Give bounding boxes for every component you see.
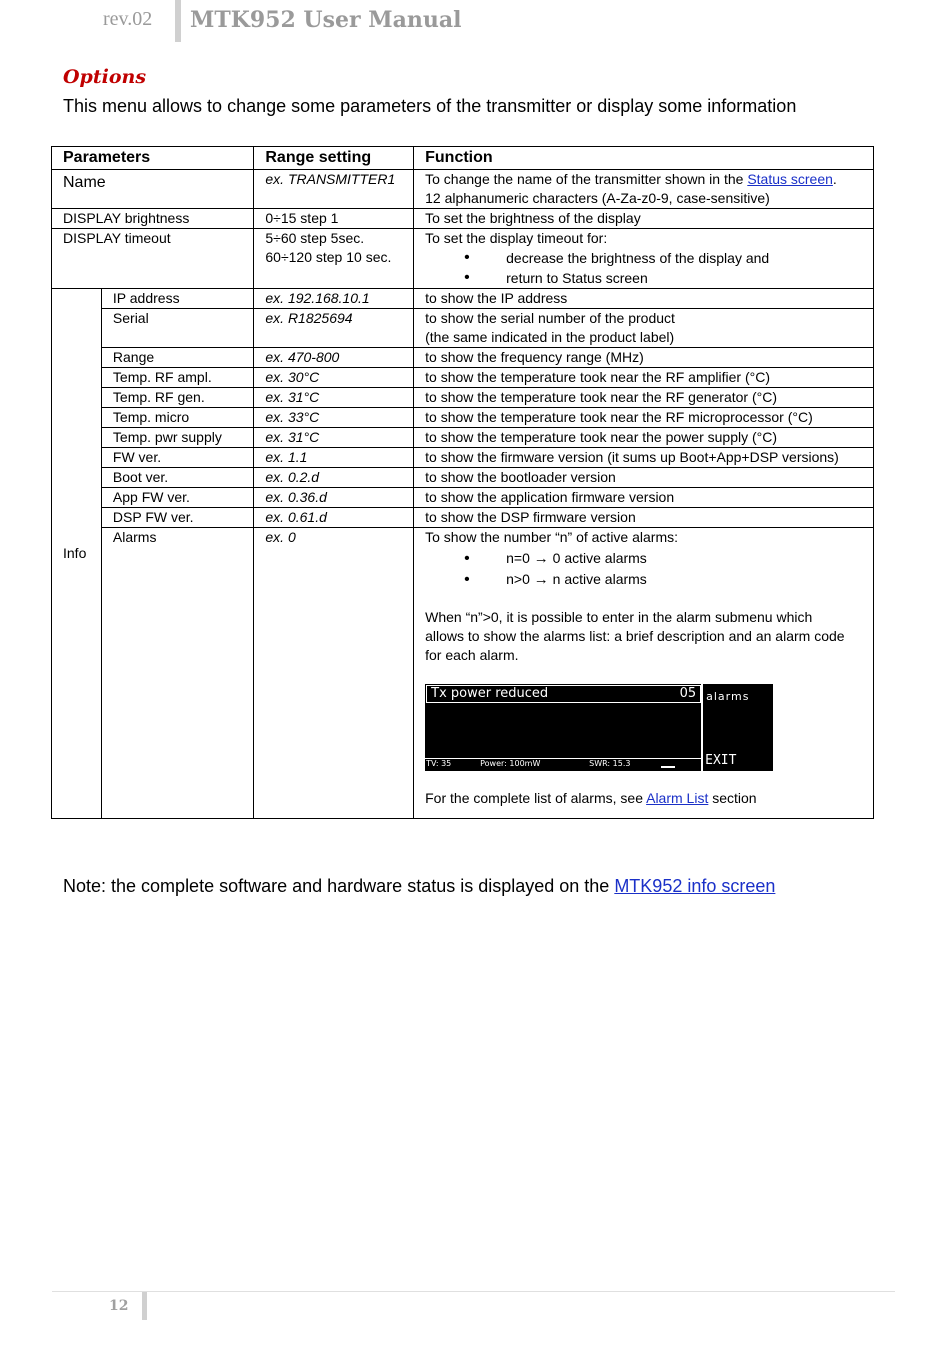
function-timeout xyxy=(414,229,874,289)
alarm-list-link[interactable]: Alarm List xyxy=(646,790,709,806)
range-cell: ex. 0.2.d xyxy=(254,468,414,488)
function-text: To show the number “n” of active alarms: xyxy=(425,529,679,545)
function-cell: to show the temperature took near the power supply (°C) xyxy=(414,428,874,448)
table-row xyxy=(52,428,874,448)
range-cell: ex. 0.61.d xyxy=(254,508,414,528)
info-group-label: Info xyxy=(52,289,102,819)
signal-icon xyxy=(661,760,675,768)
table-row xyxy=(52,170,874,209)
lcd-alarm-code: 05 xyxy=(679,686,697,701)
range-alarms: ex. 0 xyxy=(254,528,414,819)
manual-title: MTK952 User Manual xyxy=(190,7,462,33)
table-row xyxy=(52,348,874,368)
note-prefix: Note: the complete software and hardware status is displayed on the xyxy=(63,876,615,896)
function-brightness: To set the brightness of the display xyxy=(414,209,874,229)
function-name xyxy=(414,170,874,209)
function-text: For the complete list of alarms, see xyxy=(425,790,647,806)
range-cell: ex. 470-800 xyxy=(254,348,414,368)
table-row xyxy=(52,388,874,408)
range-cell: ex. 33°C xyxy=(254,408,414,428)
param-cell: App FW ver. xyxy=(101,488,253,508)
lcd-power-value: Power: 100mW xyxy=(480,759,541,768)
param-brightness: DISPLAY brightness xyxy=(52,209,254,229)
bullet-text: n>0 xyxy=(506,571,530,587)
section-intro: This menu allows to change some parameters of the transmitter or display some information xyxy=(63,96,797,116)
info-screen-link[interactable]: MTK952 info screen xyxy=(614,876,776,896)
table-row xyxy=(52,448,874,468)
function-cell: to show the firmware version (it sums up Boot+App+DSP versions) xyxy=(414,448,874,468)
status-screen-link[interactable]: Status screen xyxy=(747,171,833,187)
lcd-tv-value: TV: 35 xyxy=(426,759,452,768)
header-function: Function xyxy=(414,147,874,170)
param-cell: DSP FW ver. xyxy=(101,508,253,528)
param-timeout: DISPLAY timeout xyxy=(52,229,254,289)
range-cell: ex. 31°C xyxy=(254,388,414,408)
footer-bar xyxy=(142,1292,147,1320)
function-text: 12 alphanumeric characters (A-Za-z0-9, case-sensitive) xyxy=(425,190,770,206)
function-cell: to show the temperature took near the RF generator (°C) xyxy=(414,388,874,408)
header-range: Range setting xyxy=(254,147,414,170)
range-cell: ex. 0.36.d xyxy=(254,488,414,508)
table-row xyxy=(52,528,874,819)
function-text: To change the name of the transmitter shown in the xyxy=(425,171,748,187)
param-cell: Serial xyxy=(101,309,253,348)
lcd-alarm-message: Tx power reduced xyxy=(431,686,549,701)
table-row xyxy=(52,309,874,348)
param-cell: FW ver. xyxy=(101,448,253,468)
param-cell: Boot ver. xyxy=(101,468,253,488)
alarms-paragraph: When “n”>0, it is possible to enter in the alarm submenu which allows to show the alarms list: a brief description and an alarm code for each alarm. xyxy=(425,609,845,663)
lcd-alarm-screen xyxy=(425,684,773,771)
lcd-alarm-box xyxy=(426,685,701,703)
range-name: ex. TRANSMITTER1 xyxy=(254,170,414,209)
param-cell: IP address xyxy=(101,289,253,309)
note-text xyxy=(63,876,775,897)
bullet-text: n active alarms xyxy=(552,571,647,587)
arrow-right-icon: → xyxy=(533,550,549,567)
function-cell: to show the temperature took near the RF amplifier (°C) xyxy=(414,368,874,388)
function-cell: to show the frequency range (MHz) xyxy=(414,348,874,368)
param-cell: Temp. RF ampl. xyxy=(101,368,253,388)
param-cell: Temp. RF gen. xyxy=(101,388,253,408)
list-item xyxy=(425,548,873,569)
alarms-bullet-list xyxy=(425,548,873,590)
param-cell: Temp. pwr supply xyxy=(101,428,253,448)
header-divider xyxy=(175,0,181,42)
list-item: • return to Status screen xyxy=(425,268,873,288)
lcd-side-label: alarms xyxy=(706,690,750,703)
range-timeout xyxy=(254,229,414,289)
table-row xyxy=(52,488,874,508)
function-cell: to show the IP address xyxy=(414,289,874,309)
param-name: Name xyxy=(52,170,254,209)
table-header-row xyxy=(52,147,874,170)
lcd-status-divider xyxy=(425,758,701,759)
param-alarms: Alarms xyxy=(101,528,253,819)
param-cell: Range xyxy=(101,348,253,368)
lcd-swr-value: SWR: 15.3 xyxy=(589,759,631,768)
function-text: To set the display timeout for: xyxy=(425,230,608,246)
table-row xyxy=(52,408,874,428)
options-table xyxy=(51,146,874,819)
range-cell: ex. 1.1 xyxy=(254,448,414,468)
function-alarms xyxy=(414,528,874,819)
function-cell: to show the bootloader version xyxy=(414,468,874,488)
page-number: 12 xyxy=(109,1298,129,1314)
param-cell: Temp. micro xyxy=(101,408,253,428)
table-row xyxy=(52,468,874,488)
list-item: • decrease the brightness of the display and xyxy=(425,248,873,268)
function-text: (the same indicated in the product label) xyxy=(425,329,675,345)
function-text: . xyxy=(832,171,837,187)
arrow-right-icon: → xyxy=(533,571,549,588)
function-text: to show the serial number of the product xyxy=(425,310,675,326)
function-cell: to show the DSP firmware version xyxy=(414,508,874,528)
table-row xyxy=(52,209,874,229)
range-cell: ex. 192.168.10.1 xyxy=(254,289,414,309)
table-row xyxy=(52,289,874,309)
header-parameters: Parameters xyxy=(52,147,254,170)
revision-label: rev.02 xyxy=(103,8,153,30)
bullet-text: n=0 xyxy=(506,550,530,566)
list-item xyxy=(425,569,873,590)
range-cell: ex. 31°C xyxy=(254,428,414,448)
range-line: 5÷60 step 5sec. xyxy=(265,230,365,246)
function-cell: to show the temperature took near the RF microprocessor (°C) xyxy=(414,408,874,428)
lcd-divider xyxy=(701,684,703,771)
range-cell: ex. 30°C xyxy=(254,368,414,388)
bullet-text: 0 active alarms xyxy=(552,550,647,566)
function-cell: to show the application firmware version xyxy=(414,488,874,508)
range-cell: ex. R1825694 xyxy=(254,309,414,348)
range-line: 60÷120 step 10 sec. xyxy=(265,249,392,265)
footer-divider xyxy=(52,1291,895,1292)
table-row xyxy=(52,229,874,289)
table-row xyxy=(52,368,874,388)
range-brightness: 0÷15 step 1 xyxy=(254,209,414,229)
lcd-exit-label: EXIT xyxy=(705,753,737,768)
function-text: section xyxy=(708,790,757,806)
table-row xyxy=(52,508,874,528)
section-title: Options xyxy=(63,66,147,88)
function-cell xyxy=(414,309,874,348)
timeout-bullet-list xyxy=(425,248,873,288)
